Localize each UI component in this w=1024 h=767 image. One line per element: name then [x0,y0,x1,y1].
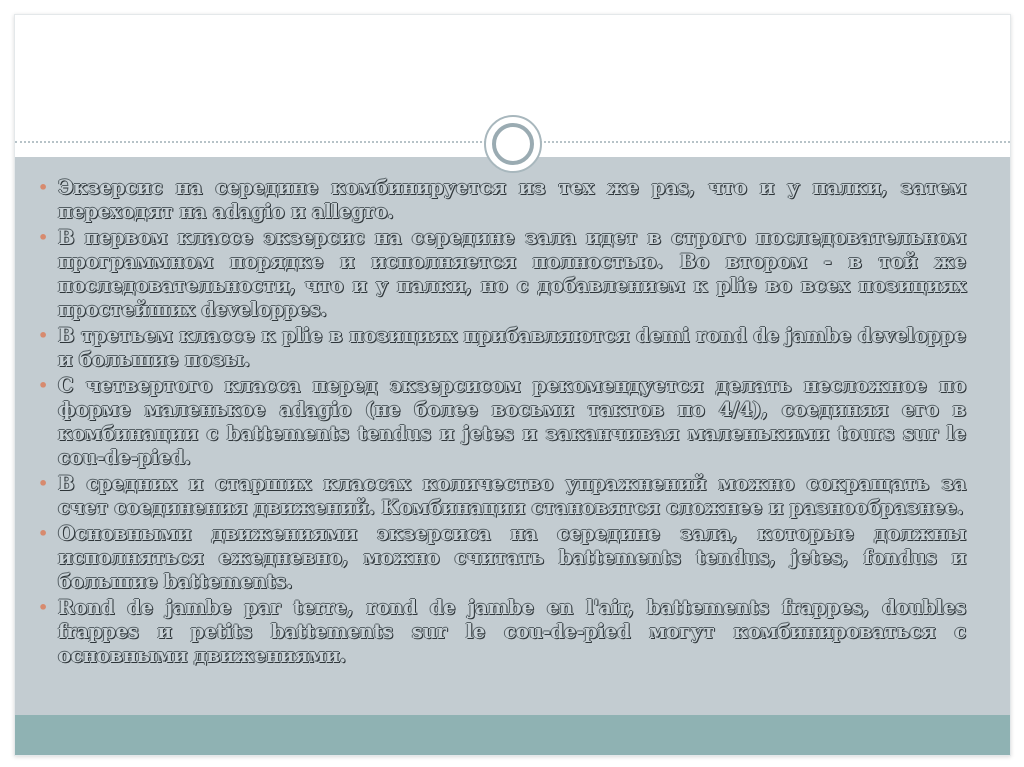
slide-footer [15,715,1010,755]
bullet-item [38,472,966,520]
bullet-dot-icon: • [38,228,49,247]
bullet-dot-icon: • [38,326,49,345]
bullet-dot-icon: • [38,178,49,197]
bullet-text: В первом классе экзерсис на середине зала идет в строго последовательном программном порядке и исполняется полностью. Во втором - в той же последовательности, что и у палки, но с добавлением к plie во всех позициях простейших developpes. [58,226,966,321]
bullet-dot-icon: • [38,524,49,543]
bullet-item [38,374,966,470]
bullet-dot-icon: • [38,474,49,493]
bullet-item [38,522,966,594]
bullet-item [38,226,966,322]
bullet-text: Rond de jambe par terre, rond de jambe en l'air, battements frappes, doubles frappes и petits battements sur le cou-de-pied могут комбинироваться с основными движениями. [58,596,966,667]
bullet-text: Экзерсис на середине комбинируется из тех же pas, что и у палки, затем переходят на adagio и allegro. [58,176,966,223]
bullet-list [38,176,966,670]
bullet-item [38,176,966,224]
bullet-text: В средних и старших классах количество упражнений можно сокращать за счет соединения движений. Комбинации становятся сложнее и разнообразнее. [58,472,966,519]
bullet-item [38,596,966,668]
bullet-dot-icon: • [38,598,49,617]
bullet-dot-icon: • [38,376,49,395]
bullet-text: Основными движениями экзерсиса на середине зала, которые должны исполняться ежедневно, можно считать battements tendus, jetes, fondus и большие battements. [58,522,966,593]
bullet-item [38,324,966,372]
circle-ornament-inner [492,123,534,165]
bullet-text: В третьем классе к plie в позициях прибавляются demi rond de jambe developpe и большие позы. [58,324,966,371]
bullet-text: С четвертого класса перед экзерсисом рекомендуется делать несложное по форме маленькое adagio (не более восьми тактов по 4/4), соединяя его в комбинации с battements tendus и jetes и заканчивая маленькими tours sur le cou-de-pied. [58,374,966,469]
circle-ornament-icon [484,115,542,173]
